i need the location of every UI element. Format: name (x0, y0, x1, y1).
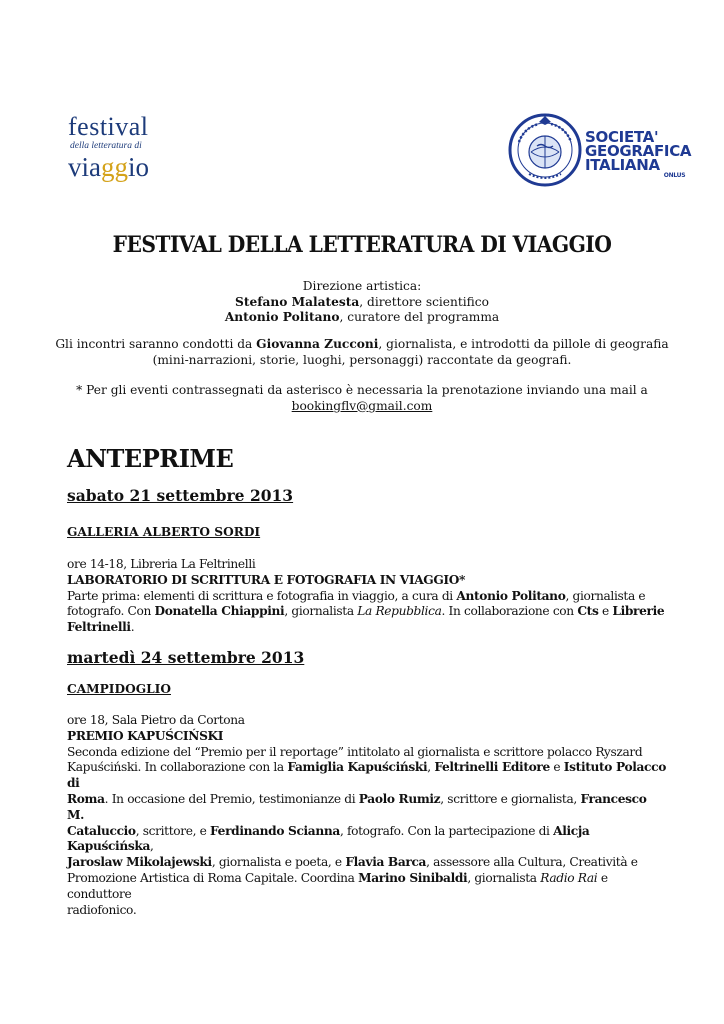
event-name: LABORATORIO DI SCRITTURA E FOTOGRAFIA IN VIAGGIO* (67, 572, 466, 587)
sgi-logo (505, 108, 692, 190)
event-time: ore 14-18, Libreria La Feltrinelli (67, 557, 256, 571)
sgi-logo-text: SOCIETA' GEOGRAFICA ITALIANA ONLUS (585, 128, 692, 179)
event-details (67, 713, 667, 918)
intro-line-1: Gli incontri saranno condotti da Giovanna Zucconi, giornalista, e introdotti da pillole di geografia (55, 337, 669, 351)
festival-logo-line2: della letteratura di (70, 141, 142, 151)
booking-email-link[interactable]: bookingflv@gmail.com (291, 398, 433, 413)
intro-line-2: (mini-narrazioni, storie, luoghi, personaggi) raccontate da geografi. (152, 352, 572, 367)
event-description: Parte prima: elementi di scrittura e fotografia in viaggio, a cura di Antonio Politano, giornalista e fotografo. Con Donatella Chiappini, giornalista La Repubblica. In collaborazione con Cts e Librerie Feltrinelli. (67, 588, 665, 635)
event-date: sabato 21 settembre 2013 (67, 486, 294, 505)
event-date: martedì 24 settembre 2013 (67, 648, 305, 667)
page-title: FESTIVAL DELLA LETTERATURA DI VIAGGIO (112, 232, 612, 258)
direction-line-1: Stefano Malatesta, direttore scientifico (235, 294, 489, 309)
section-title: ANTEPRIME (67, 444, 234, 473)
festival-logo-line3: viaggio (68, 152, 150, 182)
sgi-seal-icon (507, 112, 583, 188)
event-description: Seconda edizione del “Premio per il reportage” intitolato al giornalista e scrittore polacco Ryszard Kapuściński. In collaborazione con la Famiglia Kapuściński, Feltrinelli Editore e Istituto Polacco di Roma. In occasione del Premio, testimonianze di Paolo Rumiz, scrittore e giornalista, Francesco M. Cataluccio, scrittore, e Ferdinando Scianna, fotografo. Con la partecipazione di Alicja Kapuścińska, Jaroslaw Mikolajewski, giornalista e poeta, e Flavia Barca, assessore alla Cultura, Creatività e Promozione Artistica di Roma Capitale. Coordina Marino Sinibaldi, giornalista Radio Rai e conduttore radiofonico. (67, 744, 666, 917)
direction-line-2: Antonio Politano, curatore del programma (224, 310, 500, 324)
festival-logo-line1: festival (68, 112, 149, 141)
event-place: GALLERIA ALBERTO SORDI (67, 525, 261, 539)
booking-text: * Per gli eventi contrassegnati da asterisco è necessaria la prenotazione inviando una mail a (76, 383, 648, 397)
booking-block (40, 383, 684, 414)
event-name: PREMIO KAPUŚCIŃSKI (67, 728, 224, 743)
event-place: CAMPIDOGLIO (67, 682, 171, 696)
festival-logo (66, 112, 166, 188)
event-details (67, 557, 667, 636)
direction-label: Direzione artistica: (302, 279, 422, 293)
event-time: ore 18, Sala Pietro da Cortona (67, 713, 245, 727)
direction-block (40, 279, 684, 326)
intro-block (40, 337, 684, 368)
